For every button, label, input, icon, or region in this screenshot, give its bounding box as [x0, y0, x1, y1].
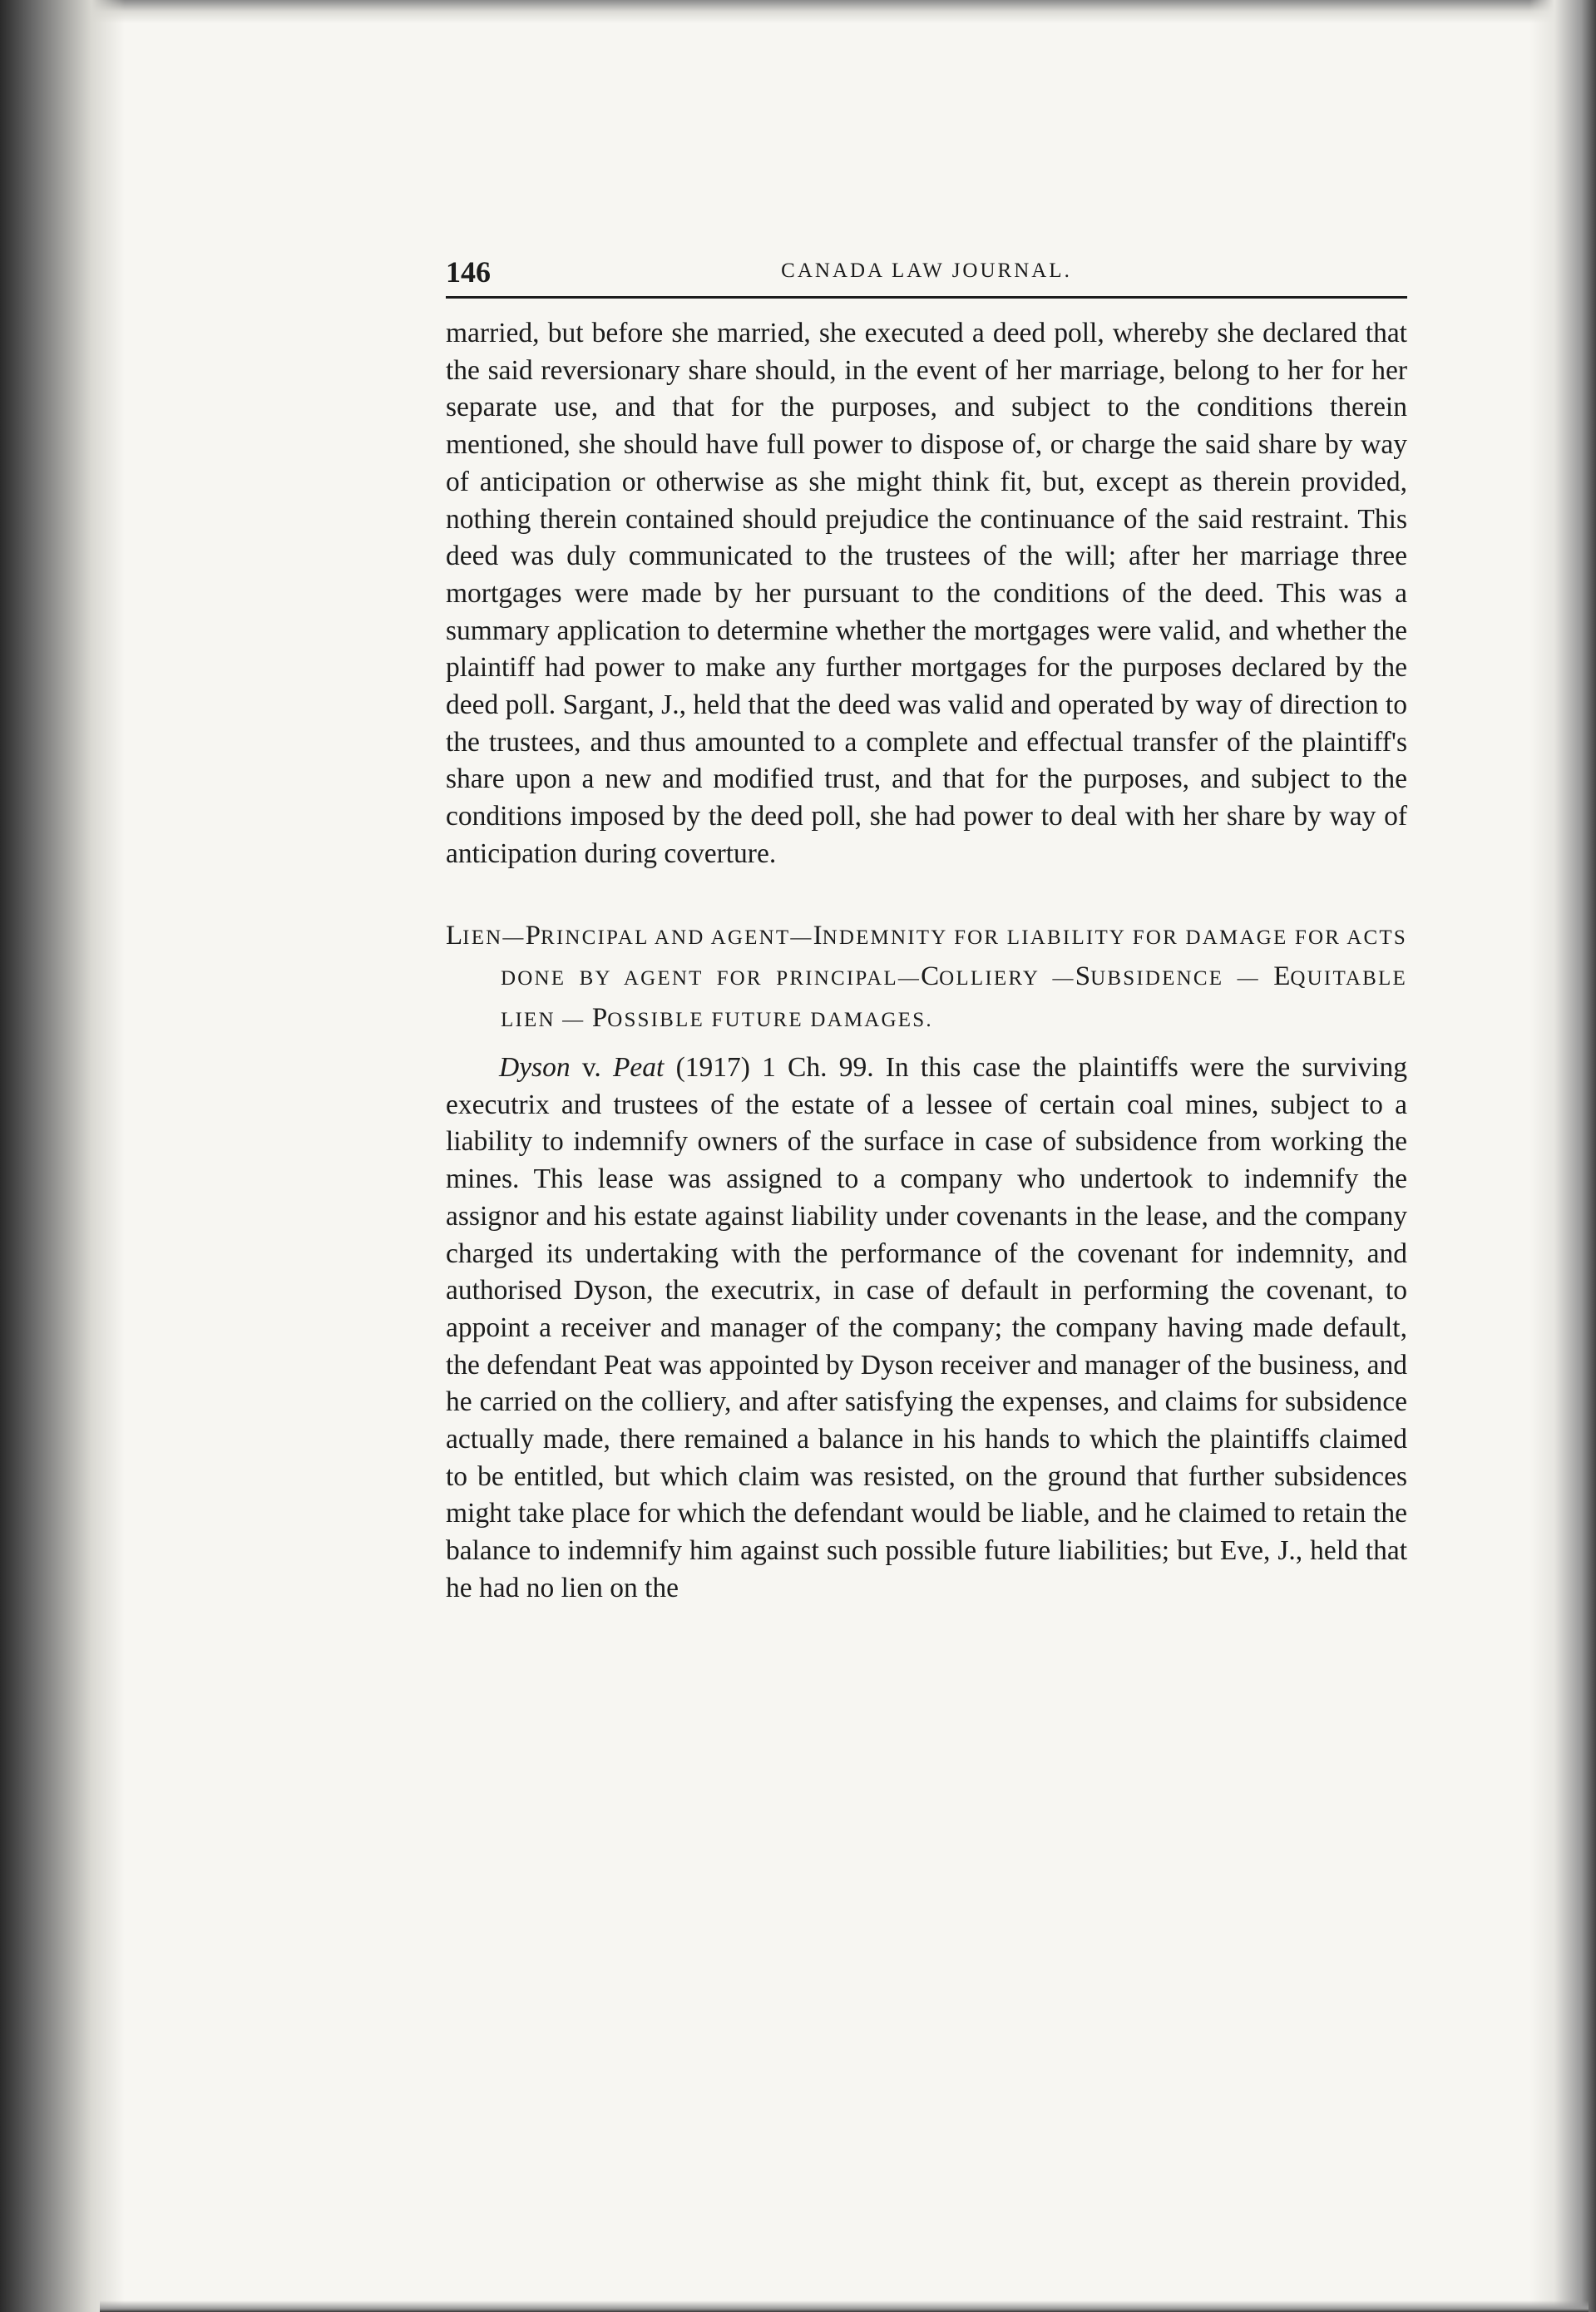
case-party-1: Dyson — [499, 1052, 571, 1084]
heading-capital: E — [1273, 961, 1291, 992]
journal-title: CANADA LAW JOURNAL. — [781, 259, 1072, 282]
heading-text: NDEMNITY FOR LIABILITY FOR DAMAGE FOR ACTS DONE BY AGENT FOR PRINCIPAL— — [501, 926, 1407, 991]
case-citation: (1917) 1 Ch. 99. — [664, 1052, 886, 1084]
section-heading — [446, 916, 1407, 1040]
heading-capital: S — [1075, 961, 1091, 992]
body-paragraph-1: married, but before she married, she executed a deed poll, whereby she declared that the said reversionary share should, in the event of her marriage, belong to her for her separate use, and that for the purposes, and subject to the conditions therein mentioned, she should have full power to dispose of, or charge the said share by way of anticipation or otherwise as she might think fit, but, except as therein provided, nothing therein contained should prejudice the continuance of the said restraint. This deed was duly communicated to the trustees of the will; after her marriage three mortgages were made by her pursuant to the conditions of the deed. This was a summary application to determine whether the mortgages were valid, and whether the plaintiff had power to make any further mortgages for the purposes declared by the deed poll. Sargant, J., held that the deed was valid and operated by way of direction to the trustees, and thus amounted to a complete and effectual transfer of the plaintiff's share upon a new and modified trust, and that for the purposes, and subject to the conditions imposed by the deed poll, she had power to deal with her share by way of anticipation during coverture. — [446, 318, 1407, 869]
body-paragraph-2 — [446, 1050, 1407, 1608]
heading-part — [591, 1002, 933, 1033]
heading-text: RINCIPAL AND AGENT— — [540, 926, 813, 949]
heading-part — [446, 920, 526, 951]
journal-page — [446, 249, 1407, 1608]
heading-part — [1075, 961, 1274, 992]
heading-text: IEN— — [462, 926, 526, 949]
heading-text: UBSIDENCE — — [1090, 967, 1274, 991]
heading-capital: I — [813, 920, 823, 951]
paragraph-2-text: In this case the plaintiffs were the surviving executrix and trustees of the estate of a lessee of certain coal mines, subject to a liability to indemnify owners of the surface in case of subsidence from working the mines. This lease was assigned to a company who undertook to indemnify the assignor and his estate against liability under covenants in the lease, and the company charged its undertaking with the performance of the covenant for indemnity, and authorised Dyson, the executrix, in case of default in performing the covenant, to appoint a receiver and manager of the company; the company having made default, the defendant Peat was appointed by Dyson receiver and manager of the business, and he carried on the colliery, and after satisfying the expenses, and claims for subsidence actually made, there remained a balance in his hands to which the plaintiffs claimed to be entitled, but which claim was resisted, on the ground that further subsidences might take place for which the defendant would be liable, and he claimed to retain the balance to indemnify him against such possible future liabilities; but Eve, J., held that he had no lien on the — [446, 1052, 1407, 1603]
scan-edge-left — [0, 0, 125, 2312]
heading-capital: C — [921, 961, 940, 992]
scan-edge-top — [0, 0, 1596, 23]
heading-text: OSSIBLE FUTURE DAMAGES. — [607, 1008, 933, 1031]
heading-capital: P — [525, 920, 541, 951]
case-versus: v. — [570, 1052, 613, 1084]
running-head — [446, 249, 1407, 299]
heading-capital: L — [446, 920, 463, 951]
scan-edge-bottom — [100, 2300, 1589, 2312]
heading-capital: P — [591, 1002, 608, 1033]
heading-text: QUITABLE LIEN — — [501, 967, 1407, 1031]
scan-edge-right — [1529, 0, 1596, 2312]
case-party-2: Peat — [612, 1052, 665, 1084]
heading-part — [921, 961, 1075, 992]
heading-part — [525, 920, 813, 951]
heading-text: OLLIERY — — [939, 967, 1075, 991]
page-number: 146 — [446, 255, 491, 289]
